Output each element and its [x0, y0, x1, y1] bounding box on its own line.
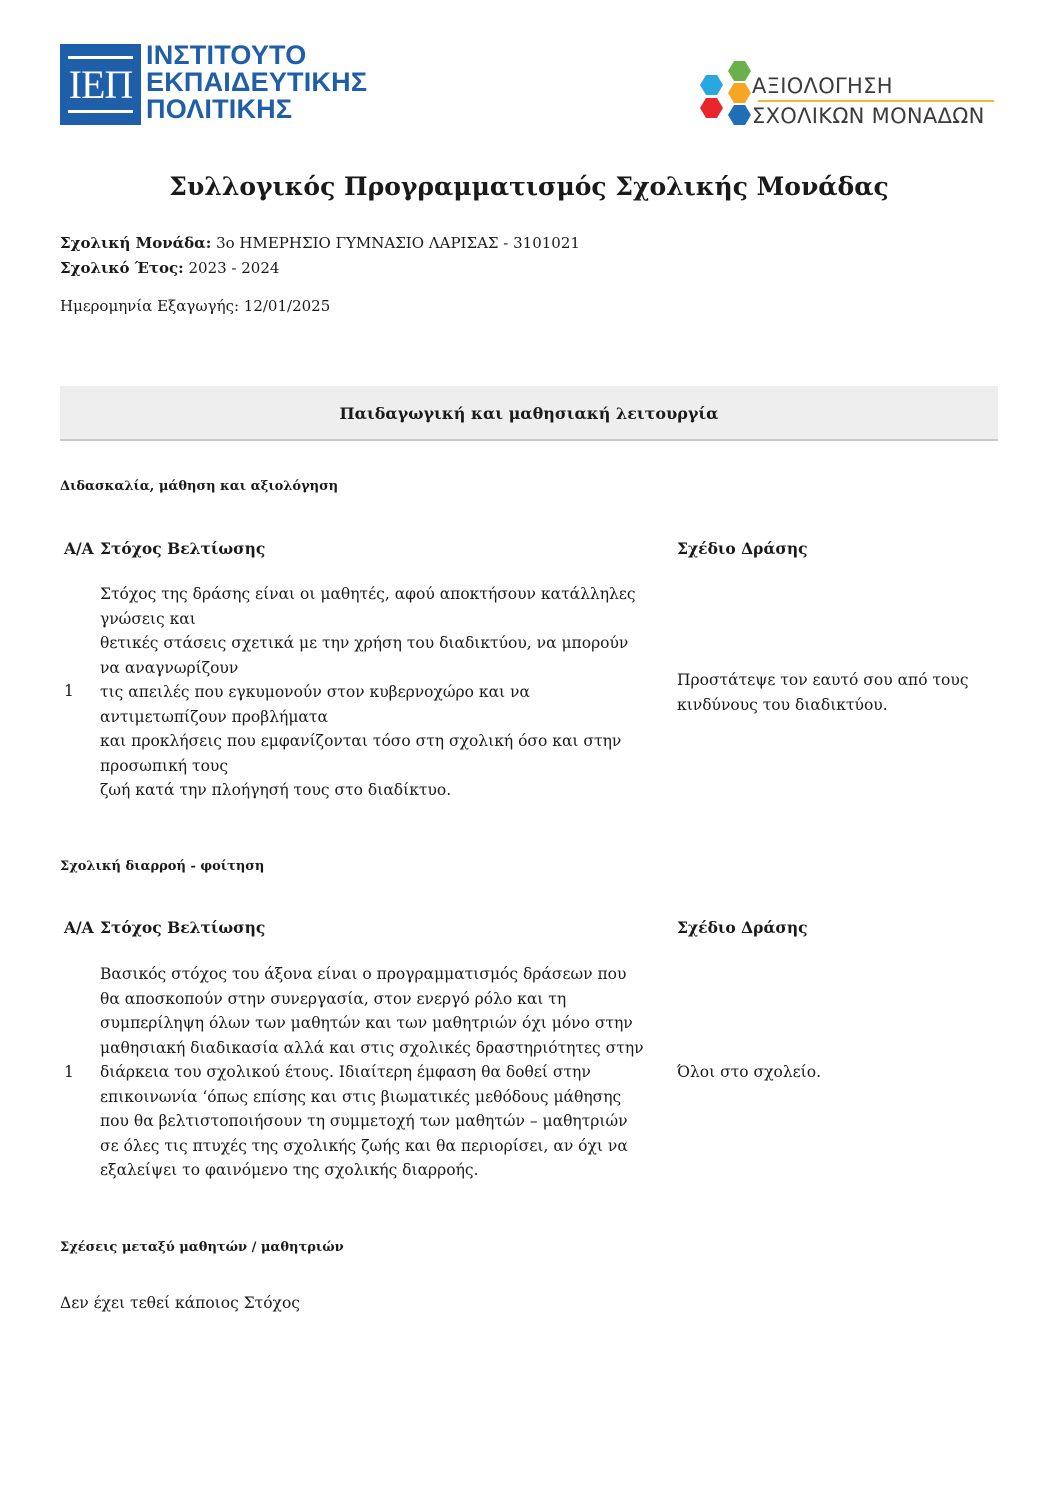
hexagon-cluster-icon: [698, 60, 758, 142]
plan-line: Προστάτεψε τον εαυτό σου από τους: [677, 671, 969, 689]
goal-line: αντιμετωπίζουν προβλήματα: [100, 707, 328, 726]
goal-line: θετικές στάσεις σχετικά με την χρήση του διαδικτύου, να μπορούν: [100, 634, 629, 652]
subsection-title: Σχέσεις μεταξύ μαθητών / μαθητριών: [60, 1240, 344, 1255]
axiologisi-logo: [698, 60, 998, 142]
goal-line: συμπερίληψη όλων των μαθητών και των μαθητριών όχι μόνο στην: [100, 1014, 633, 1032]
school-year-label: Σχολικό Έτος:: [60, 259, 184, 277]
school-year-value: 2023 - 2024: [188, 259, 280, 277]
goal-line: Στόχος της δράσης είναι οι μαθητές, αφού αποκτήσουν κατάλληλες: [100, 585, 636, 603]
hexagon-shape: [728, 105, 751, 125]
school-info: [60, 234, 580, 252]
goal-line: να αναγνωρίζουν: [100, 658, 239, 677]
goal-line: και προκλήσεις που εμφανίζονται τόσο στη σχολική όσο και στην: [100, 732, 622, 750]
hexagon-shape: [728, 83, 751, 103]
no-goal-message: Δεν έχει τεθεί κάποιος Στόχος: [60, 1294, 300, 1312]
column-header-goal: Στόχος Βελτίωσης: [100, 918, 266, 937]
goal-line: μαθησιακή διαδικασία αλλά και στις σχολικές δραστηριότητες στην: [100, 1038, 644, 1057]
row-number: 1: [64, 682, 74, 700]
hexagon-shape: [728, 61, 751, 81]
goal-line: τις απειλές που εγκυμονούν στον κυβερνοχώρο και να: [100, 683, 530, 701]
hexagon-shape: [700, 75, 723, 95]
export-date: Ημερομηνία Εξαγωγής: 12/01/2025: [60, 297, 331, 315]
hexagon-shape: [700, 98, 723, 118]
column-header-plan: Σχέδιο Δράσης: [677, 918, 808, 937]
goal-line: προσωπική τους: [100, 756, 229, 775]
school-year-info: [60, 259, 279, 277]
iep-logo: [60, 40, 368, 126]
column-header-num: Α/Α: [64, 539, 94, 558]
goal-line: σε όλες τις πτυχές της σχολικής ζωής και θα περιορίσει, αν όχι να: [100, 1136, 628, 1155]
goal-line: γνώσεις και: [100, 609, 196, 628]
goal-text: [100, 962, 670, 1183]
plan-text: [677, 1060, 997, 1085]
axiologisi-line: ΣΧΟΛΙΚΩΝ ΜΟΝΑΔΩΝ: [752, 104, 985, 128]
goal-line: επικοινωνία ‘όπως επίσης και στις βιωματικές μεθόδους μάθησης: [100, 1087, 622, 1106]
school-value: 3ο ΗΜΕΡΗΣΙΟ ΓΥΜΝΑΣΙΟ ΛΑΡΙΣΑΣ - 3101021: [216, 234, 580, 252]
iep-logo-letters: ΙΕΠ: [68, 62, 133, 107]
subsection-title: Σχολική διαρροή - φοίτηση: [60, 859, 265, 874]
subsection-title: Διδασκαλία, μάθηση και αξιολόγηση: [60, 479, 339, 494]
column-header-plan: Σχέδιο Δράσης: [677, 539, 808, 558]
iep-logo-line: ΕΚΠΑΙΔΕΥΤΙΚΗΣ: [146, 67, 368, 97]
column-header-goal: Στόχος Βελτίωσης: [100, 539, 266, 558]
iep-logo-line: ΠΟΛΙΤΙΚΗΣ: [146, 94, 293, 124]
goal-line: θα αποσκοπούν στην συνεργασία, στον ενεργό ρόλο και τη: [100, 989, 567, 1008]
goal-line: διάρκεια του σχολικού έτους. Ιδιαίτερη έμφαση θα δοθεί στην: [100, 1063, 591, 1081]
school-label: Σχολική Μονάδα:: [60, 234, 212, 252]
goal-line: ζωή κατά την πλοήγησή τους στο διαδίκτυο.: [100, 781, 452, 799]
plan-text: [677, 668, 997, 717]
iep-logo-mark: [60, 44, 141, 125]
goal-line: που θα βελτιστοποιήσουν τη συμμετοχή των μαθητών – μαθητριών: [100, 1112, 628, 1130]
plan-line: κινδύνους του διαδικτύου.: [677, 695, 888, 714]
goal-text: [100, 582, 670, 803]
page-title: Συλλογικός Προγραμματισμός Σχολικής Μονάδας: [169, 172, 889, 201]
section-header: [60, 386, 998, 441]
column-header-num: Α/Α: [64, 918, 94, 937]
axiologisi-line: ΑΞΙΟΛΟΓΗΣΗ: [752, 74, 893, 98]
row-number: 1: [64, 1063, 74, 1081]
axiologisi-divider: [758, 100, 994, 102]
goal-line: εξαλείψει το φαινόμενο της σχολικής διαρροής.: [100, 1161, 479, 1179]
iep-logo-line: ΙΝΣΤΙΤΟΥΤΟ: [146, 40, 307, 70]
goal-line: Βασικός στόχος του άξονα είναι ο προγραμματισμός δράσεων που: [100, 965, 627, 983]
iep-logo-text: [146, 42, 367, 123]
section-title: Παιδαγωγική και μαθησιακή λειτουργία: [339, 404, 719, 423]
plan-line: Όλοι στο σχολείο.: [677, 1063, 822, 1081]
